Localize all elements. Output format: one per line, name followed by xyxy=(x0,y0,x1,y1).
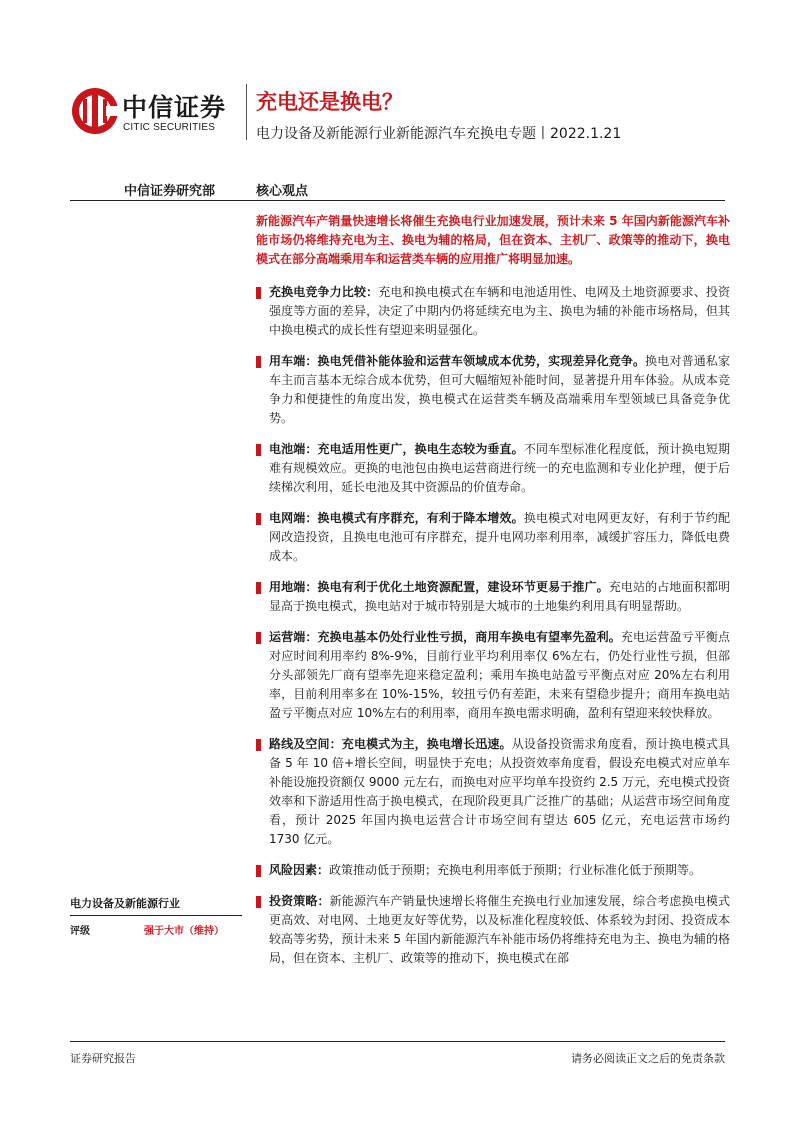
bullet-land-side xyxy=(256,578,730,616)
footer-disclaimer: 请务必阅读正文之后的免责条款 xyxy=(571,1052,725,1065)
bullet-heading: 用车端：换电凭借补能体验和运营车领域成本优势，实现差异化竞争。 xyxy=(269,354,646,368)
bullet-heading: 风险因素： xyxy=(269,863,330,877)
bullet-text: 充电站的占地面积都明显高于换电模式，换电站对于城市特别是大城市的土地集约利用具有明显帮助。 xyxy=(269,580,730,613)
bullet-marker-icon xyxy=(256,632,261,644)
bullet-text: 充电和换电模式在车辆和电池适用性、电网及土地资源要求、投资强度等方面的差异，决定了中期内仍将延续充电为主、换电为辅的补能市场格局，但其中换电模式的成长性有望迎来明显强化。 xyxy=(269,285,730,337)
rating-value: 强于大市（维持） xyxy=(144,926,224,937)
bullet-marker-icon xyxy=(256,356,261,368)
rating-label: 评级 xyxy=(70,926,90,937)
logo-chinese-name: 中信证券 xyxy=(122,93,227,122)
bullet-heading: 充换电竞争力比较： xyxy=(269,285,379,299)
bullet-risk-factors xyxy=(256,861,730,880)
department-label: 中信证券研究部 xyxy=(124,184,216,199)
bullet-text: 充电运营盈亏平衡点对应时间利用率约 8%-9%，目前行业平均利用率仅 6%左右，仍处行业性亏损，但部分头部领先厂商有望率先迎来稳定盈利；乘用车换电站盈亏平衡点对应 20%左右利用率，目前利用率多在 10%-15%，较扭亏仍有差距，未来有望稳步提升；商用车换电站盈亏平衡点对应 10%左右的利用率，商用车换电需求明确，盈利有望迎来较快释放。 xyxy=(269,630,730,720)
bullet-text: 换电模式对电网更友好，有利于节约配网改造投资，且换电电池可有序群充，提升电网功率利用率，减缓扩容压力，降低电费成本。 xyxy=(269,511,730,563)
bullet-marker-icon xyxy=(256,582,261,594)
bullet-heading: 电池端：充电适用性更广，换电生态较为垂直。 xyxy=(269,442,524,456)
bullet-text: 不同车型标准化程度低，预计换电短期难有规模效应。更换的电池包由换电运营商进行统一的充电监测和专业化护理，便于后续梯次利用，延长电池及其中资源品的价值寿命。 xyxy=(269,442,730,494)
bullet-text: 新能源汽车产销量快速增长将催生充换电行业加速发展，综合考虑换电模式更高效、对电网、土地更友好等优势，以及标准化程度较低、体系较为封闭、投资成本较高等劣势，预计未来 5 年国内新能源汽车补能市场仍将维持充电为主、换电为辅的格局，但在资本、主机厂、政策等的推动下，换电模式在部 xyxy=(269,894,730,965)
header-divider xyxy=(246,84,247,140)
bullet-heading: 运营端：充换电基本仍处行业性亏损，商用车换电有望率先盈利。 xyxy=(269,630,621,644)
bullet-marker-icon xyxy=(256,513,261,525)
bullet-battery-side xyxy=(256,440,730,497)
bullet-marker-icon xyxy=(256,865,261,877)
bullet-marker-icon xyxy=(256,287,261,299)
bullet-competitiveness xyxy=(256,283,730,340)
bullet-marker-icon xyxy=(256,444,261,456)
bullet-investment-strategy xyxy=(256,892,730,968)
lead-summary: 新能源汽车产销量快速增长将催生充换电行业加速发展，预计未来 5 年国内新能源汽车补能市场仍将维持充电为主、换电为辅的格局，但在资本、主机厂、政策等的推动下，换电模式在部分高端乘用车和运营类车辆的应用推广将明显加速。 xyxy=(256,214,730,266)
section-rule xyxy=(70,200,725,201)
bullet-operation-side xyxy=(256,628,730,723)
bullet-heading: 投资策略： xyxy=(269,894,330,908)
bullet-marker-icon xyxy=(256,739,261,751)
bullet-text: 政策推动低于预期；充换电利用率低于预期；行业标准化低于预期等。 xyxy=(329,863,702,877)
core-view-body xyxy=(256,212,730,980)
report-subtitle: 电力设备及新能源行业新能源汽车充换电专题丨2022.1.21 xyxy=(256,126,622,142)
bullet-grid-side xyxy=(256,509,730,566)
bullet-heading: 用地端：换电有利于优化土地资源配置，建设环节更易于推广。 xyxy=(269,580,609,594)
citic-logo-mark-icon xyxy=(70,86,120,136)
bullet-heading: 电网端：换电模式有序群充，有利于降本增效。 xyxy=(269,511,524,525)
report-title: 充电还是换电？ xyxy=(256,90,403,114)
industry-name: 电力设备及新能源行业 xyxy=(70,895,242,916)
footer-rule xyxy=(70,1041,725,1042)
rating-row xyxy=(70,916,242,937)
bullet-route-and-space xyxy=(256,735,730,849)
industry-rating-box xyxy=(70,895,242,937)
bullet-user-side xyxy=(256,352,730,428)
core-view-label: 核心观点 xyxy=(256,184,309,199)
bullet-marker-icon xyxy=(256,896,261,908)
bullet-heading: 路线及空间：充电模式为主，换电增长迅速。 xyxy=(269,737,512,751)
bullet-text: 从设备投资需求角度看，预计换电模式具备 5 年 10 倍+增长空间，明显快于充电；从投资效率角度看，假设充电模式对应单车补能设施投资额仅 9000 元左右，而换电对应平均单车投资约 2.5 万元，充电模式投资效率和下游适用性高于换电模式，在现阶段更具广泛推广的基础；从运营市场空间角度看，预计 2025 年国内换电运营合计市场空间有望达 605 亿元，充电运营市场约 1730 亿元。 xyxy=(269,737,730,846)
footer-report-type: 证券研究报告 xyxy=(70,1052,136,1065)
bullet-text: 换电对普通私家车主而言基本无综合成本优势，但可大幅缩短补能时间，显著提升用车体验。从成本竞争力和便捷性的角度出发，换电模式在运营类车辆及高端乘用车型领域已具备竞争优势。 xyxy=(269,354,730,425)
citic-logo xyxy=(70,86,242,142)
logo-english-name: CITIC SECURITIES xyxy=(123,122,216,133)
